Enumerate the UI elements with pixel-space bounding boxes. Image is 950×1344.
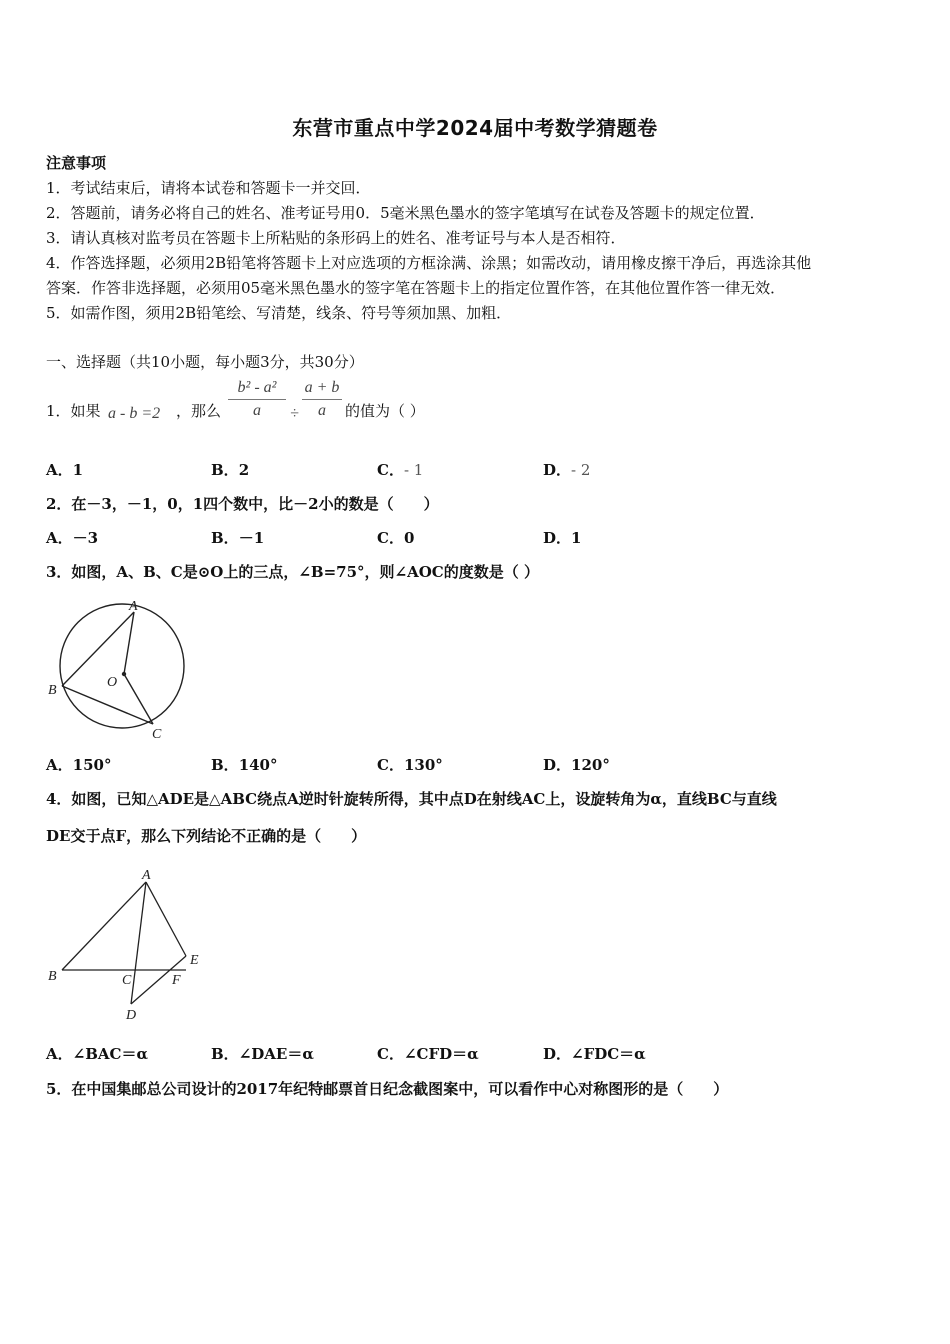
- q3-circle-figure: [44, 596, 194, 744]
- segment-bc: [62, 686, 153, 724]
- label-c: C: [152, 727, 162, 742]
- q3-option-a[interactable]: A．150°: [46, 756, 112, 774]
- q2-option-b[interactable]: B．－1: [211, 529, 265, 547]
- q1-option-c[interactable]: C．- 1: [377, 461, 424, 479]
- q1-option-d[interactable]: D．- 2: [543, 461, 591, 479]
- notice-item-1: 1．考试结束后，请将本试卷和答题卡一并交回．: [46, 179, 371, 197]
- page-title: 东营市重点中学2024届中考数学猜题卷: [292, 116, 658, 140]
- section-heading: 一、选择题（共10小题，每小题3分，共30分）: [46, 353, 364, 371]
- q1-option-b[interactable]: B．2: [211, 461, 250, 479]
- label-f: F: [172, 973, 181, 988]
- q4-option-a[interactable]: A．∠BAC＝α: [46, 1045, 149, 1063]
- segment-oc: [124, 674, 153, 724]
- label-a: A: [129, 599, 138, 614]
- q1-frac1-numerator: b² - a²: [237, 379, 277, 396]
- q1-option-a[interactable]: A．1: [46, 461, 84, 479]
- label-b: B: [48, 683, 57, 698]
- label-e: E: [190, 953, 199, 968]
- q1-frac2-denominator: a: [318, 402, 326, 419]
- q4-stem-line-2: DE交于点F，那么下列结论不正确的是（ ）: [46, 827, 367, 845]
- q1-frac1-denominator: a: [253, 402, 261, 419]
- notice-item-4-cont: 答案．作答非选择题，必须用05毫米黑色墨水的签字笔在答题卡上的指定位置作答，在其他位置作答一律无效．: [46, 279, 786, 297]
- q5-stem: 5．在中国集邮总公司设计的2017年纪特邮票首日纪念截图案中，可以看作中心对称图形的是（ ）: [46, 1080, 729, 1098]
- q2-option-a[interactable]: A．－3: [46, 529, 99, 547]
- notice-item-2: 2．答题前，请务必将自己的姓名、准考证号用0．5毫米黑色墨水的签字笔填写在试卷及答题卡的规定位置．: [46, 204, 765, 222]
- label-c: C: [122, 973, 132, 988]
- fraction-bar: [302, 399, 342, 400]
- notice-item-4: 4．作答选择题，必须用2B铅笔将答题卡上对应选项的方框涂满、涂黑；如需改动，请用橡皮擦干净后，再选涂其他: [46, 254, 812, 272]
- label-b: B: [48, 969, 57, 984]
- q3-option-b[interactable]: B．140°: [211, 756, 278, 774]
- q3-option-c[interactable]: C．130°: [377, 756, 443, 774]
- notice-item-3: 3．请认真核对监考员在答题卡上所粘贴的条形码上的姓名、准考证号与本人是否相符．: [46, 229, 626, 247]
- q4-option-d[interactable]: D．∠FDC＝α: [543, 1045, 646, 1063]
- q3-option-d[interactable]: D．120°: [543, 756, 610, 774]
- segment-ab: [62, 882, 146, 970]
- q2-option-d[interactable]: D．1: [543, 529, 582, 547]
- q1-suffix: 的值为（ ）: [345, 402, 425, 420]
- label-d: D: [126, 1008, 137, 1023]
- circle-o: [60, 604, 184, 728]
- segment-ae: [146, 882, 186, 956]
- q4-option-c[interactable]: C．∠CFD＝α: [377, 1045, 479, 1063]
- notice-heading: 注意事项: [46, 154, 107, 172]
- q1-condition: a - b =2: [108, 405, 161, 422]
- q4-stem-line-1: 4．如图，已知△ADE是△ABC绕点A逆时针旋转所得，其中点D在射线AC上，设旋转角为α，直线BC与直线: [46, 790, 777, 808]
- q1-divide-sign: ÷: [290, 405, 299, 422]
- notice-item-5: 5．如需作图，须用2B铅笔绘、写清楚，线条、符号等须加黑、加粗．: [46, 304, 512, 322]
- q1-prefix: 1．如果: [46, 402, 101, 420]
- center-point-o: [122, 672, 126, 676]
- q1-fraction-2: [302, 378, 342, 421]
- q1-middle: ，那么: [176, 402, 222, 420]
- label-a: A: [142, 868, 151, 883]
- q1-fraction-1: [228, 378, 286, 421]
- q2-option-c[interactable]: C．0: [377, 529, 415, 547]
- q3-stem: 3．如图，A、B、C是⊙O上的三点，∠B=75°，则∠AOC的度数是（ ）: [46, 563, 539, 581]
- q4-rotation-figure: [44, 864, 214, 1026]
- label-o: O: [107, 675, 118, 690]
- segment-ad: [131, 882, 146, 1004]
- q4-option-b[interactable]: B．∠DAE＝α: [211, 1045, 314, 1063]
- q2-stem: 2．在－3，－1，0，1四个数中，比－2小的数是（ ）: [46, 495, 439, 513]
- q1-frac2-numerator: a + b: [304, 379, 340, 396]
- fraction-bar: [228, 399, 286, 400]
